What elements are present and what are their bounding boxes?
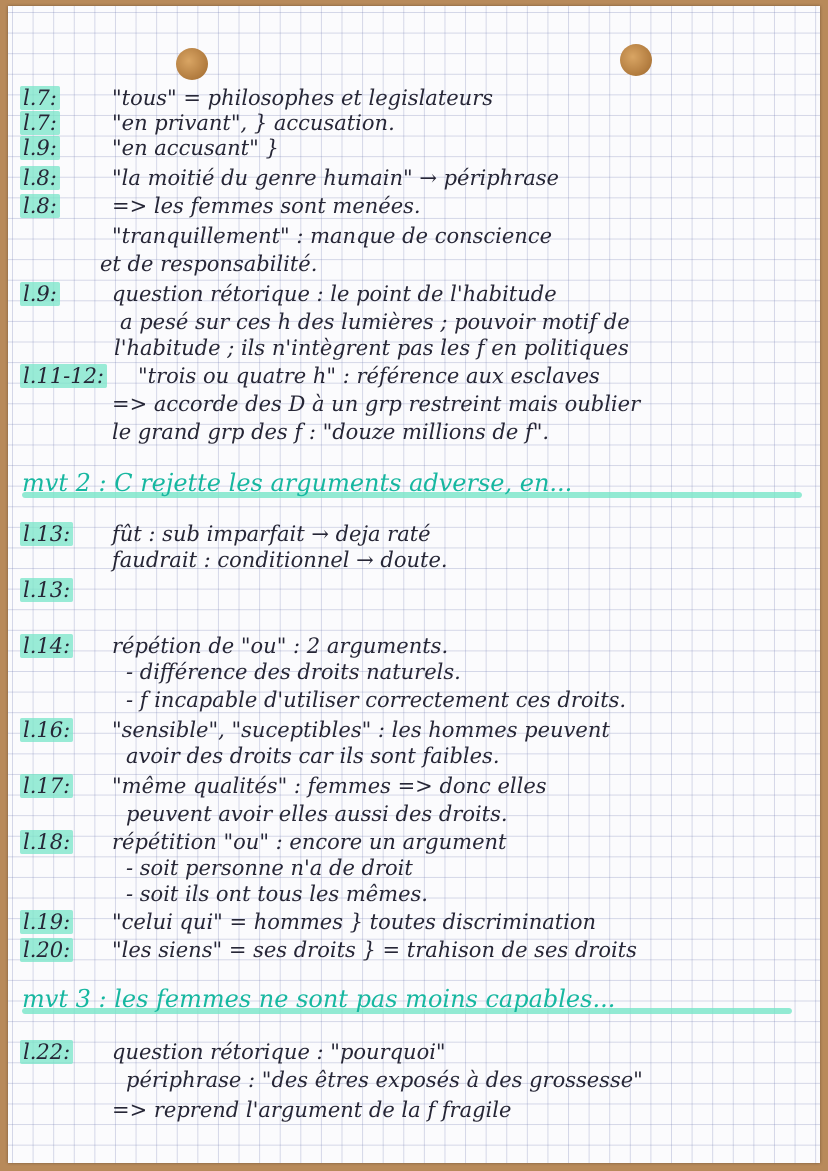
- note-text: "la moitié du genre humain" → périphrase: [112, 166, 559, 190]
- note-line: [8, 938, 820, 962]
- note-line: [8, 1098, 820, 1122]
- note-line: [8, 420, 820, 444]
- note-line: [8, 224, 820, 248]
- note-text: - soit personne n'a de droit: [126, 856, 413, 880]
- binder-hole-right: [620, 44, 652, 76]
- note-text: question rétorique : le point de l'habitude: [112, 282, 557, 306]
- note-line: [8, 282, 820, 306]
- note-text: => accorde des D à un grp restreint mais oublier: [112, 392, 641, 416]
- line-ref: l.13:: [20, 578, 73, 602]
- note-line: [8, 830, 820, 854]
- note-line: [8, 136, 820, 160]
- note-text: et de responsabilité.: [100, 252, 318, 276]
- line-ref: l.17:: [20, 774, 73, 798]
- note-line: [8, 856, 820, 880]
- line-ref: l.8:: [20, 194, 60, 218]
- note-text: peuvent avoir elles aussi des droits.: [126, 802, 508, 826]
- note-line: [8, 252, 820, 276]
- line-ref: l.19:: [20, 910, 73, 934]
- note-line: [8, 364, 820, 388]
- line-ref: l.14:: [20, 634, 73, 658]
- note-text: "tranquillement" : manque de conscience: [112, 224, 553, 248]
- line-ref: l.18:: [20, 830, 73, 854]
- note-line: [8, 802, 820, 826]
- note-line: [8, 310, 820, 334]
- note-line: [8, 1040, 820, 1064]
- line-ref: l.13:: [20, 522, 73, 546]
- note-text: - soit ils ont tous les mêmes.: [126, 882, 428, 906]
- note-text: faudrait : conditionnel → doute.: [112, 548, 448, 572]
- line-ref: l.9:: [20, 136, 60, 160]
- line-ref: l.11-12:: [20, 364, 107, 388]
- note-text: - f incapable d'utiliser correctement ces droits.: [126, 688, 627, 712]
- note-text: le grand grp des f : "douze millions de f".: [112, 420, 550, 444]
- note-text: fût : sub imparfait → deja raté: [112, 522, 431, 546]
- note-text: => les femmes sont menées.: [112, 194, 421, 218]
- note-line: [8, 578, 820, 602]
- note-line: [8, 634, 820, 658]
- note-text: "en privant", } accusation.: [112, 111, 395, 135]
- section-2-heading: mvt 2 : C rejette les arguments adverse, en...: [22, 469, 573, 497]
- note-line: [8, 111, 820, 135]
- notebook-page: [8, 6, 820, 1163]
- note-line: [8, 392, 820, 416]
- line-ref: l.16:: [20, 718, 73, 742]
- note-text: "trois ou quatre h" : référence aux esclaves: [138, 364, 600, 388]
- note-line: [8, 522, 820, 546]
- line-ref: l.20:: [20, 938, 73, 962]
- note-text: "tous" = philosophes et legislateurs: [112, 86, 494, 110]
- line-ref: l.22:: [20, 1040, 73, 1064]
- note-line: [8, 1068, 820, 1092]
- note-line: [8, 86, 820, 110]
- note-text: a pesé sur ces h des lumières ; pouvoir motif de: [120, 310, 630, 334]
- note-line: [8, 774, 820, 798]
- note-line: [8, 194, 820, 218]
- note-text: l'habitude ; ils n'intègrent pas les f en politiques: [114, 336, 629, 360]
- note-text: répétition "ou" : encore un argument: [112, 830, 507, 854]
- line-ref: l.7:: [20, 86, 60, 110]
- note-text: périphrase : "des êtres exposés à des grossesse": [126, 1068, 643, 1092]
- note-text: => reprend l'argument de la f fragile: [112, 1098, 512, 1122]
- section-3-heading: mvt 3 : les femmes ne sont pas moins capables...: [22, 985, 616, 1013]
- binder-hole-left: [176, 48, 208, 80]
- line-ref: l.7:: [20, 111, 60, 135]
- note-line: [8, 688, 820, 712]
- note-line: [8, 166, 820, 190]
- note-line: [8, 744, 820, 768]
- line-ref: l.9:: [20, 282, 60, 306]
- note-line: [8, 548, 820, 572]
- note-text: "les siens" = ses droits } = trahison de ses droits: [112, 938, 637, 962]
- note-text: répétion de "ou" : 2 arguments.: [112, 634, 449, 658]
- note-text: "en accusant" }: [112, 136, 279, 160]
- note-line: [8, 660, 820, 684]
- line-ref: l.8:: [20, 166, 60, 190]
- note-line: [8, 336, 820, 360]
- note-line: [8, 910, 820, 934]
- note-text: "celui qui" = hommes } toutes discrimination: [112, 910, 597, 934]
- note-line: [8, 882, 820, 906]
- note-text: - différence des droits naturels.: [126, 660, 461, 684]
- note-text: "même qualités" : femmes => donc elles: [112, 774, 547, 798]
- note-line: [8, 718, 820, 742]
- note-text: avoir des droits car ils sont faibles.: [126, 744, 500, 768]
- note-text: "sensible", "suceptibles" : les hommes peuvent: [112, 718, 610, 742]
- note-text: question rétorique : "pourquoi": [112, 1040, 446, 1064]
